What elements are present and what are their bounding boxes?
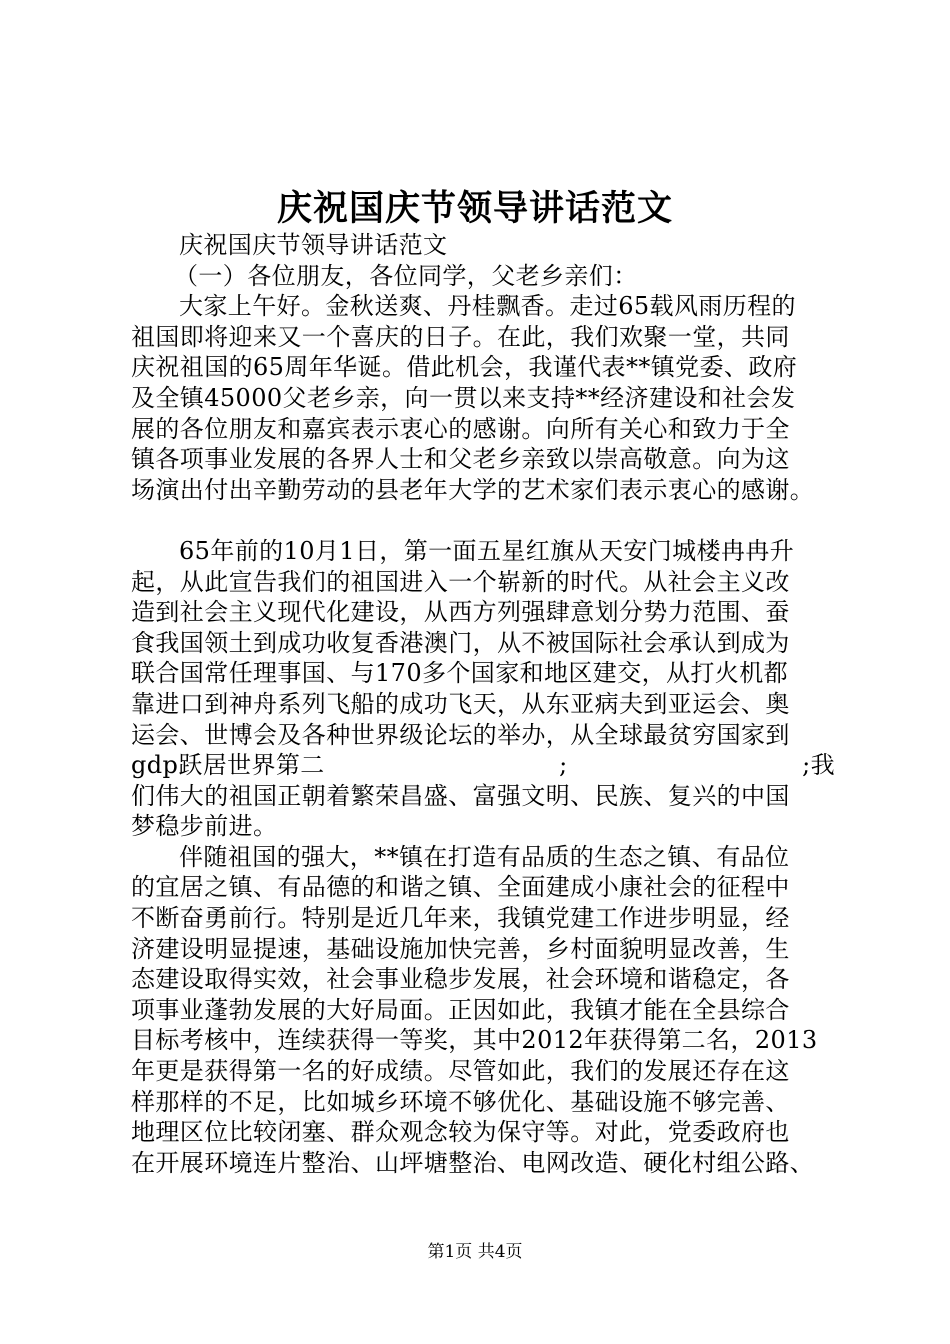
paragraph-line: 伴随祖国的强大，**镇在打造有品质的生态之镇、有品位	[179, 842, 790, 871]
paragraph-line: 的宜居之镇、有品德的和谐之镇、全面建成小康社会的征程中	[131, 873, 790, 902]
paragraph-line: 地理区位比较闭塞、群众观念较为保守等。对此，党委政府也	[131, 1118, 790, 1147]
paragraph-line: 项事业蓬勃发展的大好局面。正因如此，我镇才能在全县综合	[131, 995, 790, 1024]
paragraph-line: 态建设取得实效，社会事业稳步发展，社会环境和谐稳定，各	[131, 965, 790, 994]
paragraph-line: 不断奋勇前行。特别是近几年来，我镇党建工作进步明显，经	[131, 904, 790, 933]
paragraph-line: 食我国领土到成功收复香港澳门，从不被国际社会承认到成为	[131, 628, 790, 657]
paragraph-line: 在开展环境连片整治、山坪塘整治、电网改造、硬化村组公路、	[131, 1148, 815, 1177]
document-title: 庆祝国庆节领导讲话范文	[276, 188, 673, 229]
paragraph-line-split	[131, 750, 835, 781]
paragraph-line: 庆祝祖国的65周年华诞。借此机会，我谨代表**镇党委、政府	[131, 353, 798, 382]
paragraph-line: 联合国常任理事国、与170多个国家和地区建交，从打火机都	[131, 659, 789, 688]
paragraph-line: 65年前的10月1日，第一面五星红旗从天安门城楼冉冉升	[179, 536, 795, 565]
document-subtitle: 庆祝国庆节领导讲话范文	[179, 231, 448, 259]
paragraph-spacer	[131, 505, 835, 536]
paragraph-line: 造到社会主义现代化建设，从西方列强肆意划分势力范围、蚕	[131, 598, 790, 627]
paragraph-line: 大家上午好。金秋送爽、丹桂飘香。走过65载风雨历程的	[179, 292, 796, 321]
document-body	[131, 230, 835, 1178]
paragraph-line: 镇各项事业发展的各界人士和父老乡亲致以崇高敬意。向为这	[131, 445, 790, 474]
paragraph-line: 展的各位朋友和嘉宾表示衷心的感谢。向所有关心和致力于全	[131, 414, 790, 443]
split-left-text: gdp跃居世界第二	[131, 751, 325, 780]
page-number-footer: 第1页 共4页	[427, 1242, 523, 1262]
paragraph-line: 们伟大的祖国正朝着繁荣昌盛、富强文明、民族、复兴的中国	[131, 781, 790, 810]
paragraph-line: 运会、世博会及各种世界级论坛的举办，从全球最贫穷国家到	[131, 720, 790, 749]
split-right-text: ;我	[802, 751, 835, 780]
paragraph-line: 靠进口到神舟系列飞船的成功飞天，从东亚病夫到亚运会、奥	[131, 689, 790, 718]
paragraph-line: 济建设明显提速，基础设施加快完善，乡村面貌明显改善，生	[131, 934, 790, 963]
split-middle-text: ;	[559, 751, 568, 780]
paragraph-line: 目标考核中，连续获得一等奖，其中2012年获得第二名，2013	[131, 1026, 818, 1055]
paragraph-line: 祖国即将迎来又一个喜庆的日子。在此，我们欢聚一堂，共同	[131, 322, 790, 351]
paragraph-line: 梦稳步前进。	[131, 812, 278, 841]
paragraph-line: 及全镇45000父老乡亲，向一贯以来支持**经济建设和社会发	[131, 383, 796, 412]
paragraph-line: 场演出付出辛勤劳动的县老年大学的艺术家们表示衷心的感谢。	[131, 475, 815, 504]
paragraph-line: 样那样的不足，比如城乡环境不够优化、基础设施不够完善、	[131, 1087, 790, 1116]
paragraph-line: 起，从此宣告我们的祖国进入一个崭新的时代。从社会主义改	[131, 567, 790, 596]
salutation: （一）各位朋友，各位同学，父老乡亲们：	[174, 261, 638, 290]
paragraph-line: 年更是获得第一名的好成绩。尽管如此，我们的发展还存在这	[131, 1057, 790, 1086]
